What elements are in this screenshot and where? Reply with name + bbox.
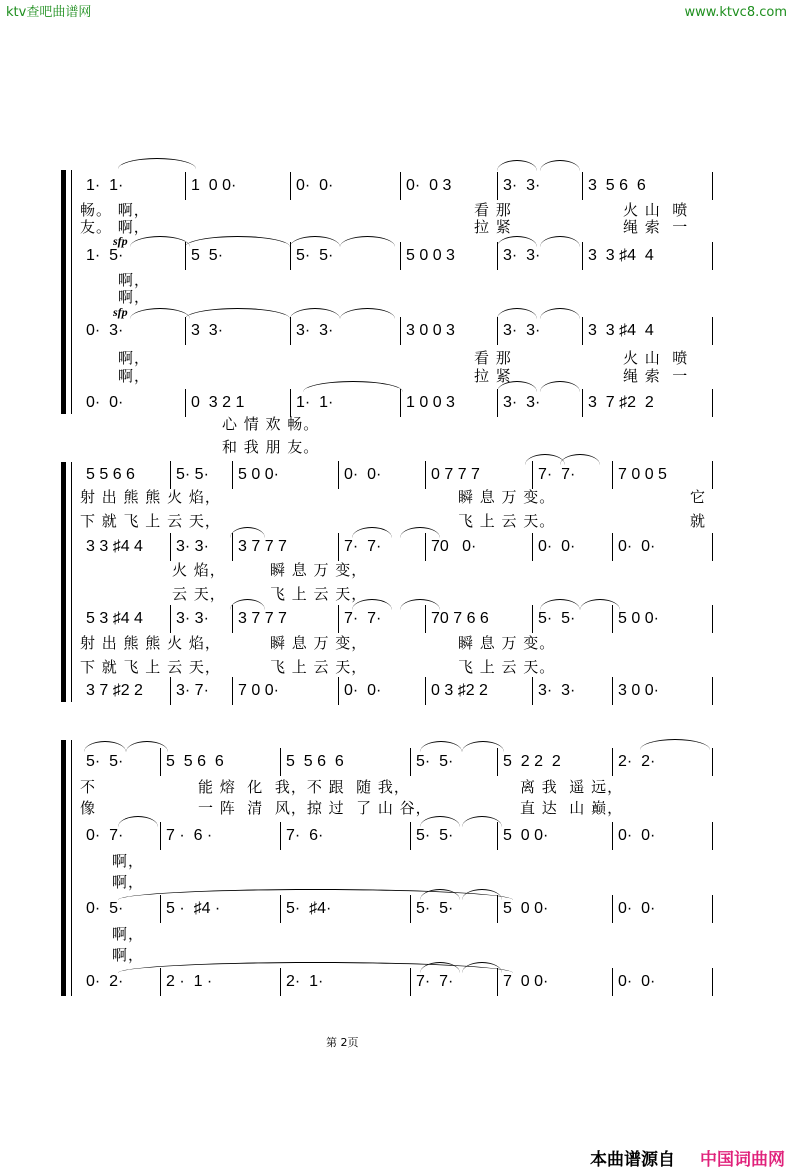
lyric-text: 不 xyxy=(80,778,97,796)
barline xyxy=(400,389,401,417)
notes-row xyxy=(0,897,797,921)
slur-mark xyxy=(462,962,502,973)
slur-mark xyxy=(497,308,537,319)
system-bracket-line xyxy=(71,462,72,702)
barline xyxy=(232,461,233,489)
measure: 0· 3· xyxy=(86,322,124,339)
measure: 3· 7· xyxy=(176,682,209,699)
lyric-text: 畅。 啊， xyxy=(80,201,150,219)
measure: 3 7 ♯2 2 xyxy=(86,682,143,699)
system-bracket xyxy=(61,170,66,414)
slur-mark xyxy=(540,160,580,171)
measure: 3· 3· xyxy=(176,610,209,627)
lyric-text: 瞬 息 万 变。 xyxy=(458,634,556,652)
barline xyxy=(170,605,171,633)
measure: 0 3 2 1 xyxy=(191,394,245,411)
slur-mark xyxy=(130,308,190,319)
slur-mark xyxy=(420,741,462,752)
lyric-text: 下 就 飞 上 云 天， xyxy=(80,512,221,530)
notes-row xyxy=(0,970,797,994)
lyric-text: 射 出 熊 熊 火 焰， xyxy=(80,488,221,506)
measure: 0· 2· xyxy=(86,973,124,990)
slur-mark xyxy=(540,381,580,392)
measure: 7· 6· xyxy=(286,827,324,844)
barline xyxy=(712,895,713,923)
barline xyxy=(290,389,291,417)
measure: 5 3 ♯4 4 xyxy=(86,610,143,627)
barline xyxy=(612,968,613,996)
measure: 3 7 ♯2 2 xyxy=(588,394,654,411)
barline xyxy=(712,822,713,850)
measure: 5· ♯4· xyxy=(286,900,332,917)
barline xyxy=(425,461,426,489)
measure: 3· 3· xyxy=(176,538,209,555)
slur-mark xyxy=(462,889,502,900)
barline xyxy=(410,822,411,850)
page-number: 第 2页 xyxy=(326,1036,359,1049)
slur-mark xyxy=(84,741,126,752)
lyric-text: 火 山 喷 xyxy=(623,201,689,219)
site-logo-text: ktv查吧曲谱网 xyxy=(6,5,92,20)
slur-mark xyxy=(185,308,290,319)
measure: 5 0 0· xyxy=(503,900,549,917)
lyric-text: 瞬 息 万 变， xyxy=(270,561,368,579)
barline xyxy=(400,242,401,270)
barline xyxy=(497,317,498,345)
barline xyxy=(170,533,171,561)
lyric-text: 啊， xyxy=(118,367,151,385)
barline xyxy=(612,822,613,850)
barline xyxy=(410,748,411,776)
lyric-text: 就 xyxy=(690,512,707,530)
slur-mark xyxy=(580,599,620,610)
slur-mark xyxy=(230,599,265,610)
measure: 0· 0· xyxy=(344,682,382,699)
lyric-text: 飞 上 云 天， xyxy=(270,658,368,676)
footer-site-name[interactable]: 中国词曲网 xyxy=(700,1150,785,1170)
barline xyxy=(582,172,583,200)
measure: 5· 5· xyxy=(416,827,454,844)
measure: 3 3· xyxy=(191,322,224,339)
measure: 3· 3· xyxy=(503,322,541,339)
lyric-text: 火 山 喷 xyxy=(623,349,689,367)
barline xyxy=(712,172,713,200)
barline xyxy=(497,172,498,200)
measure: 5· 5· xyxy=(416,753,454,770)
measure: 3· 3· xyxy=(538,682,576,699)
lyric-text: 像 xyxy=(80,799,97,817)
measure: 7 · 6 · xyxy=(166,827,213,844)
lyric-text: 绳 索 一 xyxy=(623,367,689,385)
measure: 1· 5· xyxy=(86,247,124,264)
barline xyxy=(712,968,713,996)
system-bracket xyxy=(61,740,66,996)
measure: 5 0 0· xyxy=(618,610,659,627)
notes-row xyxy=(0,824,797,848)
notes-row xyxy=(0,750,797,774)
notes-row xyxy=(0,391,797,415)
barline xyxy=(338,677,339,705)
lyric-text: 啊， xyxy=(112,925,145,943)
measure: 2· 2· xyxy=(618,753,656,770)
measure: 0· 7· xyxy=(86,827,124,844)
barline xyxy=(612,677,613,705)
measure: 7 0 0· xyxy=(238,682,279,699)
slur-mark xyxy=(130,236,190,247)
barline xyxy=(712,317,713,345)
lyric-text: 它 xyxy=(690,488,707,506)
barline xyxy=(712,748,713,776)
barline xyxy=(582,242,583,270)
barline xyxy=(612,748,613,776)
footer-source-label: 本曲谱源自 xyxy=(590,1150,675,1170)
measure: 0· 0· xyxy=(296,177,334,194)
measure: 1· 1· xyxy=(296,394,334,411)
measure: 70 7 6 6 xyxy=(431,610,489,627)
barline xyxy=(232,677,233,705)
barline xyxy=(497,748,498,776)
lyric-text: 瞬 息 万 变。 xyxy=(458,488,556,506)
lyric-text: 啊， xyxy=(112,873,145,891)
measure: 5 5 6 6 xyxy=(166,753,224,770)
measure: 3 3 ♯4 4 xyxy=(588,247,654,264)
lyric-text: 离 我 遥 远， xyxy=(520,778,624,796)
lyric-text: 飞 上 云 天。 xyxy=(458,512,556,530)
barline xyxy=(497,389,498,417)
slur-mark xyxy=(400,527,440,538)
measure: 5 5 6 6 xyxy=(86,466,135,483)
measure: 5· 5· xyxy=(86,753,124,770)
measure: 1 0 0 3 xyxy=(406,394,455,411)
dynamic-marking-sfp: sfp xyxy=(113,305,128,319)
barline xyxy=(582,317,583,345)
notes-row xyxy=(0,463,797,487)
lyric-text: 看 那 xyxy=(474,201,512,219)
lyric-text: 瞬 息 万 变， xyxy=(270,634,368,652)
lyric-text: 和 我 朋 友。 xyxy=(222,438,320,456)
lyric-text: 下 就 飞 上 云 天， xyxy=(80,658,221,676)
measure: 3 7 7 7 xyxy=(238,610,287,627)
lyric-text: 心 情 欢 畅。 xyxy=(222,415,320,433)
barline xyxy=(712,389,713,417)
measure: 0· 0· xyxy=(618,827,656,844)
barline xyxy=(612,533,613,561)
slur-mark xyxy=(497,160,537,171)
barline xyxy=(185,389,186,417)
measure: 3· 3· xyxy=(503,177,541,194)
lyric-text: 啊， xyxy=(118,288,151,306)
lyric-text: 射 出 熊 熊 火 焰， xyxy=(80,634,221,652)
lyric-text: 友。 啊， xyxy=(80,218,150,236)
slur-mark xyxy=(118,158,196,169)
barline xyxy=(712,242,713,270)
slur-mark xyxy=(462,741,504,752)
notes-row xyxy=(0,174,797,198)
barline xyxy=(338,605,339,633)
barline xyxy=(338,533,339,561)
measure: 0· 5· xyxy=(86,900,124,917)
barline xyxy=(582,389,583,417)
measure: 7· 7· xyxy=(344,610,382,627)
lyric-text: 飞 上 云 天。 xyxy=(458,658,556,676)
lyric-text: 绳 索 一 xyxy=(623,218,689,236)
barline xyxy=(425,677,426,705)
barline xyxy=(185,172,186,200)
measure: 5 5 6 6 xyxy=(286,753,344,770)
slur-mark xyxy=(462,816,502,827)
measure: 0· 0 3 xyxy=(406,177,452,194)
notes-row xyxy=(0,319,797,343)
system-bracket xyxy=(61,462,66,702)
measure: 5· 5· xyxy=(296,247,334,264)
notes-row xyxy=(0,535,797,559)
lyric-text: 拉 紧 xyxy=(474,218,512,236)
measure: 0· 0· xyxy=(344,466,382,483)
barline xyxy=(532,461,533,489)
slur-mark xyxy=(118,816,158,827)
barline xyxy=(170,461,171,489)
slur-mark xyxy=(290,308,340,319)
system-bracket-line xyxy=(71,170,72,414)
measure: 5 0 0· xyxy=(503,827,549,844)
lyric-text: 拉 紧 xyxy=(474,367,512,385)
measure: 70 0· xyxy=(431,538,477,555)
slur-mark xyxy=(540,599,580,610)
barline xyxy=(170,677,171,705)
slur-mark xyxy=(290,236,340,247)
measure: 0· 0· xyxy=(86,394,124,411)
measure: 0· 0· xyxy=(618,538,656,555)
barline xyxy=(612,461,613,489)
lyric-text: 直 达 山 巅， xyxy=(520,799,624,817)
lyric-text: 能 熔 化 我，不 跟 随 我， xyxy=(198,778,410,796)
lyric-text: 一 阵 清 风，掠 过 了 山 谷， xyxy=(198,799,432,817)
barline xyxy=(532,533,533,561)
slur-mark xyxy=(185,236,290,247)
barline xyxy=(712,533,713,561)
slur-mark xyxy=(303,381,403,392)
measure: 5 5· xyxy=(191,247,224,264)
measure: 5 · ♯4 · xyxy=(166,900,221,917)
measure: 5· 5· xyxy=(176,466,209,483)
notes-row xyxy=(0,607,797,631)
slur-mark xyxy=(560,454,600,465)
measure: 3· 3· xyxy=(296,322,334,339)
measure: 5· 5· xyxy=(416,900,454,917)
lyric-text: 啊， xyxy=(112,946,145,964)
measure: 0· 0· xyxy=(538,538,576,555)
slur-mark xyxy=(420,816,460,827)
barline xyxy=(712,605,713,633)
barline xyxy=(185,317,186,345)
site-url[interactable]: www.ktvc8.com xyxy=(684,5,787,20)
barline xyxy=(712,677,713,705)
barline xyxy=(400,172,401,200)
slur-mark xyxy=(340,308,395,319)
lyric-text: 火 焰， xyxy=(172,561,226,579)
measure: 0 3 ♯2 2 xyxy=(431,682,488,699)
slur-mark xyxy=(640,739,710,750)
measure: 7· 7· xyxy=(416,973,454,990)
slur-mark xyxy=(400,599,440,610)
lyric-text: 啊， xyxy=(118,271,151,289)
lyric-text: 看 那 xyxy=(474,349,512,367)
measure: 7· 7· xyxy=(344,538,382,555)
slur-mark xyxy=(540,308,580,319)
measure: 0· 0· xyxy=(618,900,656,917)
slur-mark xyxy=(540,236,580,247)
measure: 5 0 0· xyxy=(238,466,279,483)
measure: 3 3 ♯4 4 xyxy=(588,322,654,339)
measure: 0 7 7 7 xyxy=(431,466,480,483)
lyric-text: 飞 上 云 天， xyxy=(270,585,368,603)
measure: 7 0 0· xyxy=(503,973,549,990)
slur-mark xyxy=(230,527,265,538)
slur-mark xyxy=(126,741,168,752)
measure: 5· 5· xyxy=(538,610,576,627)
measure: 2 · 1 · xyxy=(166,973,213,990)
measure: 0· 0· xyxy=(618,973,656,990)
measure: 3 0 0 3 xyxy=(406,322,455,339)
barline xyxy=(280,748,281,776)
barline xyxy=(612,895,613,923)
measure: 3 7 7 7 xyxy=(238,538,287,555)
measure: 3 3 ♯4 4 xyxy=(86,538,143,555)
measure: 5 2 2 2 xyxy=(503,753,561,770)
barline xyxy=(290,172,291,200)
dynamic-marking-sfp: sfp xyxy=(113,234,128,248)
measure: 3· 3· xyxy=(503,247,541,264)
slur-mark xyxy=(525,454,565,465)
lyric-text: 云 天， xyxy=(172,585,226,603)
barline xyxy=(160,822,161,850)
barline xyxy=(532,605,533,633)
measure: 1· 1· xyxy=(86,177,124,194)
measure: 3· 3· xyxy=(503,394,541,411)
system-bracket-line xyxy=(71,740,72,996)
notes-row xyxy=(0,679,797,703)
slur-mark xyxy=(352,527,392,538)
barline xyxy=(532,677,533,705)
measure: 3 0 0· xyxy=(618,682,659,699)
slur-mark xyxy=(340,236,395,247)
barline xyxy=(400,317,401,345)
barline xyxy=(160,748,161,776)
measure: 1 0 0· xyxy=(191,177,237,194)
lyric-text: 啊， xyxy=(112,852,145,870)
measure: 7 0 0 5 xyxy=(618,466,667,483)
lyric-text: 啊， xyxy=(118,349,151,367)
measure: 2· 1· xyxy=(286,973,324,990)
measure: 3 5 6 6 xyxy=(588,177,646,194)
slur-mark xyxy=(497,236,537,247)
measure: 5 0 0 3 xyxy=(406,247,455,264)
barline xyxy=(712,461,713,489)
measure: 7· 7· xyxy=(538,466,576,483)
barline xyxy=(290,317,291,345)
barline xyxy=(280,822,281,850)
barline xyxy=(338,461,339,489)
